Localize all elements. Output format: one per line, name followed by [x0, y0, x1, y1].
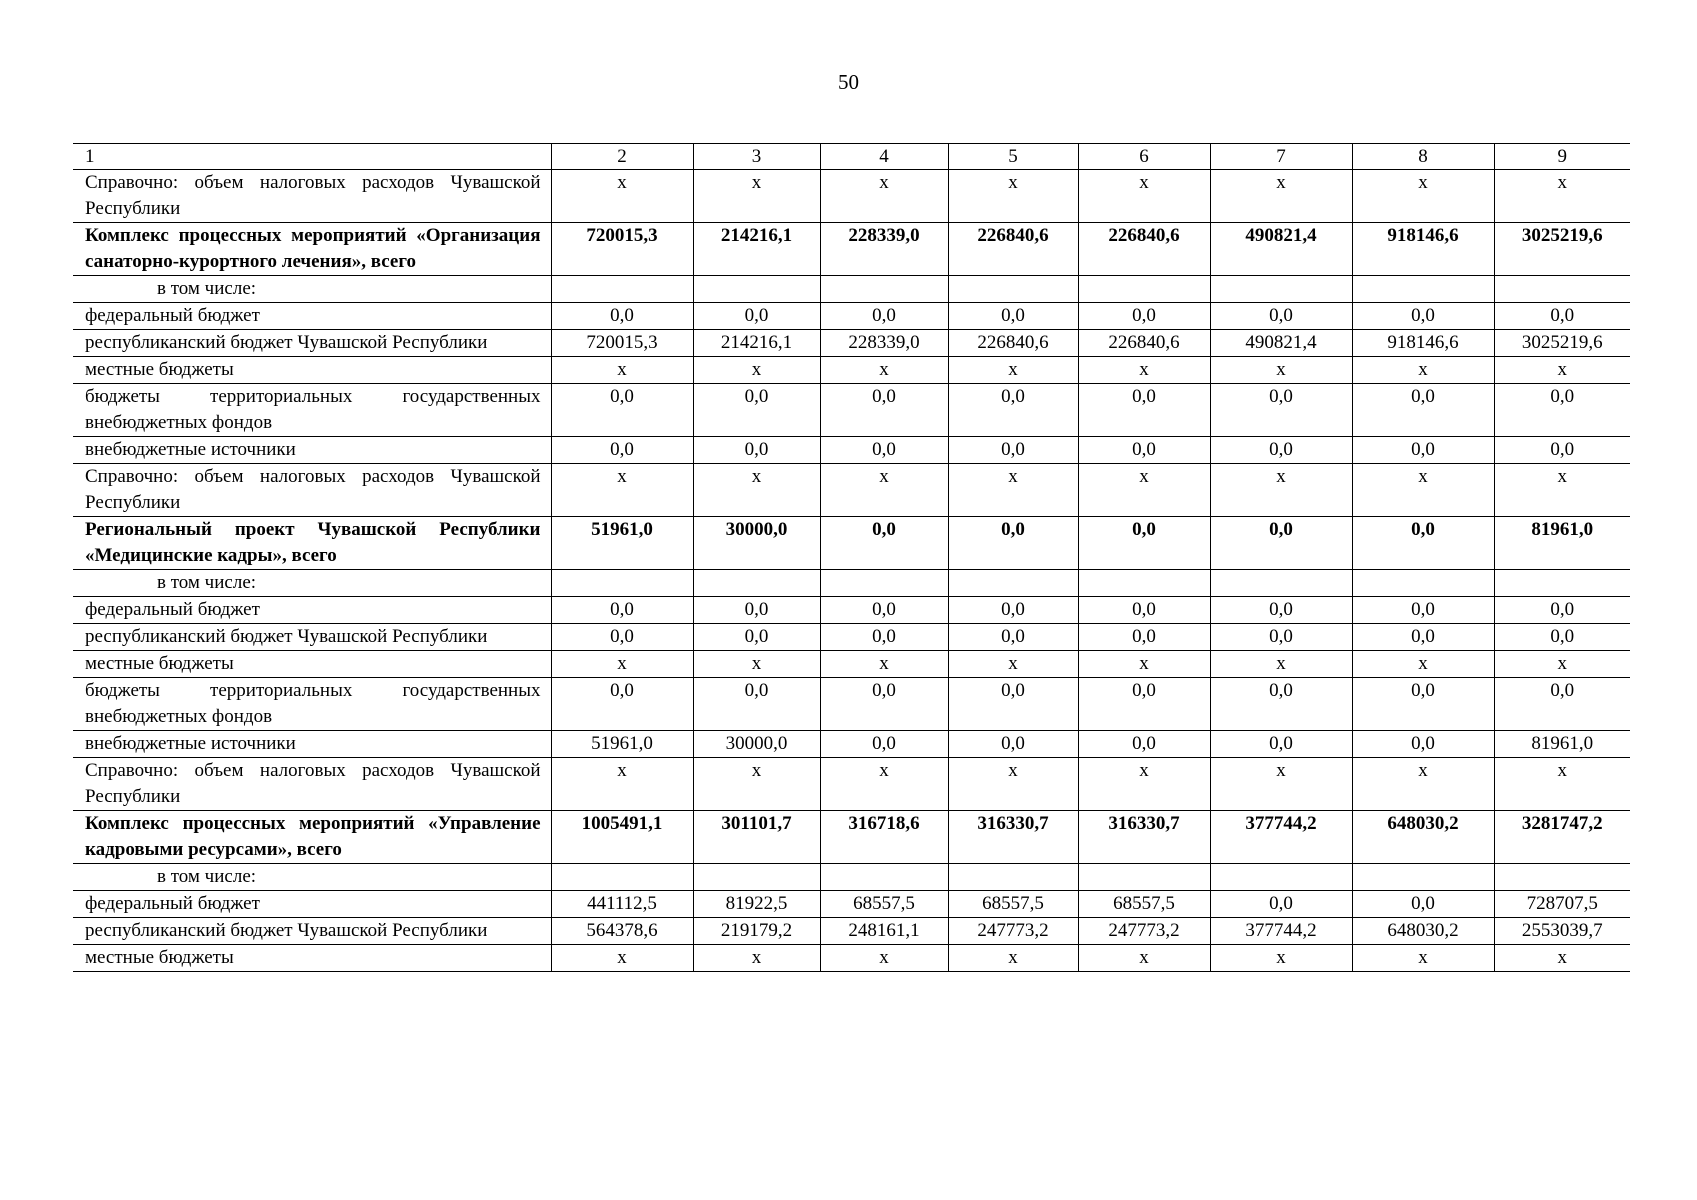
table-cell: 441112,5 [551, 891, 693, 918]
row-label: Справочно: объем налоговых расходов Чувашской Республики [73, 170, 551, 223]
table-cell: х [1210, 945, 1352, 972]
table-cell: х [551, 945, 693, 972]
table-cell: 0,0 [693, 678, 820, 731]
table-cell: 247773,2 [1078, 918, 1210, 945]
row-label: местные бюджеты [73, 357, 551, 384]
row-label: федеральный бюджет [73, 597, 551, 624]
table-cell: 226840,6 [948, 330, 1078, 357]
table-row [73, 651, 1630, 678]
column-header: 7 [1210, 144, 1352, 170]
table-cell: 918146,6 [1352, 330, 1494, 357]
column-header: 8 [1352, 144, 1494, 170]
table-cell: 51961,0 [551, 517, 693, 570]
row-label: внебюджетные источники [73, 731, 551, 758]
table-cell: х [1352, 170, 1494, 223]
table-cell: 0,0 [1210, 517, 1352, 570]
table-cell: 30000,0 [693, 731, 820, 758]
row-label: федеральный бюджет [73, 303, 551, 330]
table-cell: х [1494, 464, 1630, 517]
row-label: Справочно: объем налоговых расходов Чувашской Республики [73, 464, 551, 517]
table-cell: 0,0 [948, 597, 1078, 624]
table-cell: 0,0 [1078, 437, 1210, 464]
table-cell [1494, 276, 1630, 303]
column-header: 3 [693, 144, 820, 170]
table-cell: 81922,5 [693, 891, 820, 918]
table-cell [1078, 276, 1210, 303]
table-cell: 81961,0 [1494, 517, 1630, 570]
table-row [73, 758, 1630, 811]
table-cell: х [1078, 170, 1210, 223]
table-row [73, 170, 1630, 223]
table-cell [948, 570, 1078, 597]
table-cell: 0,0 [551, 437, 693, 464]
table-cell: 728707,5 [1494, 891, 1630, 918]
table-cell [551, 864, 693, 891]
table-cell: х [1494, 357, 1630, 384]
table-cell: 0,0 [551, 678, 693, 731]
row-label: федеральный бюджет [73, 891, 551, 918]
table-cell: 0,0 [1352, 384, 1494, 437]
table-cell: х [1210, 651, 1352, 678]
table-row [73, 678, 1630, 731]
table-cell: х [1494, 170, 1630, 223]
table-row [73, 597, 1630, 624]
table-cell: 564378,6 [551, 918, 693, 945]
table-cell: 226840,6 [1078, 330, 1210, 357]
column-header: 5 [948, 144, 1078, 170]
table-cell [1210, 570, 1352, 597]
table-cell: 248161,1 [820, 918, 948, 945]
table-cell: 0,0 [693, 384, 820, 437]
table-cell [1210, 276, 1352, 303]
table-cell: 0,0 [1210, 597, 1352, 624]
table-cell [820, 864, 948, 891]
column-header: 2 [551, 144, 693, 170]
table-cell: 0,0 [820, 678, 948, 731]
table-cell [1352, 864, 1494, 891]
table-cell [948, 276, 1078, 303]
table-cell: 0,0 [1352, 303, 1494, 330]
table-cell: 0,0 [948, 624, 1078, 651]
table-row [73, 223, 1630, 276]
table-cell: 490821,4 [1210, 223, 1352, 276]
table-cell: х [1210, 357, 1352, 384]
table-cell [1210, 864, 1352, 891]
table-cell: 0,0 [1210, 891, 1352, 918]
table-cell: х [693, 464, 820, 517]
table-cell: 0,0 [1078, 597, 1210, 624]
table-cell: 316330,7 [948, 811, 1078, 864]
table-cell: 0,0 [693, 597, 820, 624]
table-row [73, 811, 1630, 864]
column-header: 1 [73, 144, 551, 170]
table-cell: 918146,6 [1352, 223, 1494, 276]
row-label: местные бюджеты [73, 945, 551, 972]
table-cell: х [1210, 170, 1352, 223]
table-cell: 0,0 [1210, 437, 1352, 464]
table-cell: х [1352, 945, 1494, 972]
row-label: в том числе: [73, 570, 551, 597]
table-row [73, 624, 1630, 651]
table-cell: 68557,5 [820, 891, 948, 918]
row-label: в том числе: [73, 864, 551, 891]
table-row [73, 437, 1630, 464]
table-cell: 0,0 [1210, 624, 1352, 651]
row-label: местные бюджеты [73, 651, 551, 678]
table-cell: 0,0 [1352, 678, 1494, 731]
table-cell: х [1494, 758, 1630, 811]
table-cell: х [1078, 758, 1210, 811]
table-cell: 648030,2 [1352, 918, 1494, 945]
table-cell: 30000,0 [693, 517, 820, 570]
table-cell: 720015,3 [551, 330, 693, 357]
table-cell: 0,0 [551, 624, 693, 651]
table-cell: 0,0 [820, 597, 948, 624]
table-cell: 0,0 [820, 731, 948, 758]
table-cell [693, 864, 820, 891]
table-cell: 68557,5 [1078, 891, 1210, 918]
table-cell: х [1078, 357, 1210, 384]
table-cell [551, 276, 693, 303]
table-cell: 214216,1 [693, 223, 820, 276]
table-row [73, 891, 1630, 918]
table-row [73, 864, 1630, 891]
table-cell: х [948, 357, 1078, 384]
table-cell: х [551, 651, 693, 678]
table-cell: х [1352, 651, 1494, 678]
table-cell: 214216,1 [693, 330, 820, 357]
table-cell: х [693, 651, 820, 678]
table-cell: 0,0 [693, 303, 820, 330]
row-label: Справочно: объем налоговых расходов Чувашской Республики [73, 758, 551, 811]
table-cell: 0,0 [1078, 517, 1210, 570]
table-cell: 0,0 [1494, 597, 1630, 624]
table-cell: 2553039,7 [1494, 918, 1630, 945]
table-cell: х [1494, 651, 1630, 678]
table-cell: 0,0 [1210, 303, 1352, 330]
table-row [73, 918, 1630, 945]
table-cell: 301101,7 [693, 811, 820, 864]
table-cell: 0,0 [1494, 303, 1630, 330]
table-cell: 377744,2 [1210, 811, 1352, 864]
table-cell: 51961,0 [551, 731, 693, 758]
table-cell: 490821,4 [1210, 330, 1352, 357]
column-header: 9 [1494, 144, 1630, 170]
table-cell: 0,0 [948, 437, 1078, 464]
table-cell: 247773,2 [948, 918, 1078, 945]
row-label: Комплекс процессных мероприятий «Организация санаторно-курортного лечения», всего [73, 223, 551, 276]
table-cell: 0,0 [1078, 384, 1210, 437]
table-cell: 0,0 [948, 384, 1078, 437]
table-cell: 0,0 [820, 303, 948, 330]
table-cell: 1005491,1 [551, 811, 693, 864]
table-cell [1078, 864, 1210, 891]
table-cell [1494, 864, 1630, 891]
table-cell: 0,0 [1494, 437, 1630, 464]
table-cell: 81961,0 [1494, 731, 1630, 758]
table-cell: 0,0 [1494, 384, 1630, 437]
row-label: республиканский бюджет Чувашской Республики [73, 624, 551, 651]
table-cell: х [1078, 651, 1210, 678]
table-header-row [73, 144, 1630, 170]
table-cell: 3281747,2 [1494, 811, 1630, 864]
table-cell [693, 276, 820, 303]
table-cell: 226840,6 [948, 223, 1078, 276]
table-cell: 0,0 [1078, 731, 1210, 758]
table-row [73, 384, 1630, 437]
table-row [73, 570, 1630, 597]
table-cell: 228339,0 [820, 330, 948, 357]
table-cell: 0,0 [1352, 517, 1494, 570]
table-cell: 0,0 [820, 384, 948, 437]
table-cell: х [551, 464, 693, 517]
budget-table [73, 143, 1630, 972]
table-cell: х [820, 357, 948, 384]
row-label: Региональный проект Чувашской Республики «Медицинские кадры», всего [73, 517, 551, 570]
column-header: 4 [820, 144, 948, 170]
table-cell: 0,0 [1352, 731, 1494, 758]
table-cell: х [948, 464, 1078, 517]
table-cell: 0,0 [693, 624, 820, 651]
table-cell: 0,0 [820, 437, 948, 464]
table-cell: 226840,6 [1078, 223, 1210, 276]
table-cell: 0,0 [1078, 303, 1210, 330]
table-cell: 0,0 [693, 437, 820, 464]
table-cell: 0,0 [820, 517, 948, 570]
table-cell: 377744,2 [1210, 918, 1352, 945]
table-cell: х [820, 945, 948, 972]
table-row [73, 517, 1630, 570]
table-cell: х [1352, 357, 1494, 384]
row-label: бюджеты территориальных государственных внебюджетных фондов [73, 678, 551, 731]
table-row [73, 464, 1630, 517]
row-label: бюджеты территориальных государственных внебюджетных фондов [73, 384, 551, 437]
table-cell: х [820, 758, 948, 811]
table-cell: х [1078, 945, 1210, 972]
table-cell [1078, 570, 1210, 597]
table-cell: х [948, 651, 1078, 678]
table-row [73, 357, 1630, 384]
table-cell: х [1078, 464, 1210, 517]
row-label: республиканский бюджет Чувашской Республики [73, 330, 551, 357]
table-cell: 68557,5 [948, 891, 1078, 918]
table-cell [693, 570, 820, 597]
table-cell: х [551, 357, 693, 384]
table-cell: 0,0 [551, 303, 693, 330]
table-cell: 3025219,6 [1494, 223, 1630, 276]
table-cell: 0,0 [1352, 624, 1494, 651]
table-cell: х [693, 945, 820, 972]
table-cell: 3025219,6 [1494, 330, 1630, 357]
table-cell: 0,0 [1352, 891, 1494, 918]
table-cell: 316330,7 [1078, 811, 1210, 864]
table-cell: 219179,2 [693, 918, 820, 945]
table-cell: х [948, 945, 1078, 972]
table-cell: х [948, 170, 1078, 223]
table-row [73, 303, 1630, 330]
table-cell: 0,0 [1494, 678, 1630, 731]
row-label: в том числе: [73, 276, 551, 303]
table-cell: 0,0 [948, 517, 1078, 570]
table-cell: 0,0 [1078, 678, 1210, 731]
table-cell: 0,0 [1210, 678, 1352, 731]
table-row [73, 731, 1630, 758]
table-cell: х [820, 170, 948, 223]
table-row [73, 945, 1630, 972]
row-label: республиканский бюджет Чувашской Республики [73, 918, 551, 945]
table-cell: 0,0 [820, 624, 948, 651]
table-cell: х [1210, 758, 1352, 811]
table-cell: 0,0 [1078, 624, 1210, 651]
table-cell: 648030,2 [1352, 811, 1494, 864]
table-cell: х [693, 758, 820, 811]
column-header: 6 [1078, 144, 1210, 170]
table-cell: х [820, 464, 948, 517]
table-row [73, 330, 1630, 357]
table-row [73, 276, 1630, 303]
table-cell [1352, 276, 1494, 303]
table-cell: 0,0 [948, 678, 1078, 731]
table-cell: 0,0 [551, 384, 693, 437]
table-cell: х [820, 651, 948, 678]
table-cell: 0,0 [1494, 624, 1630, 651]
page-number: 50 [838, 70, 859, 94]
table-cell: х [1352, 464, 1494, 517]
table-cell: 228339,0 [820, 223, 948, 276]
table-cell [820, 276, 948, 303]
row-label: Комплекс процессных мероприятий «Управление кадровыми ресурсами», всего [73, 811, 551, 864]
table-cell [820, 570, 948, 597]
row-label: внебюджетные источники [73, 437, 551, 464]
table-cell: 0,0 [551, 597, 693, 624]
table-cell: 316718,6 [820, 811, 948, 864]
table-cell [551, 570, 693, 597]
table-cell: 0,0 [1210, 384, 1352, 437]
table-cell: 0,0 [1352, 597, 1494, 624]
table-cell: 0,0 [1352, 437, 1494, 464]
table-cell [1494, 570, 1630, 597]
table-cell: х [693, 170, 820, 223]
table-cell [948, 864, 1078, 891]
table-cell: х [551, 758, 693, 811]
table-cell: х [1352, 758, 1494, 811]
table-cell [1352, 570, 1494, 597]
table-cell: х [948, 758, 1078, 811]
table-cell: х [1210, 464, 1352, 517]
table-cell: 0,0 [948, 731, 1078, 758]
table-cell: х [693, 357, 820, 384]
table-cell: 0,0 [1210, 731, 1352, 758]
table-cell: х [551, 170, 693, 223]
table-cell: 0,0 [948, 303, 1078, 330]
table-cell: х [1494, 945, 1630, 972]
table-cell: 720015,3 [551, 223, 693, 276]
